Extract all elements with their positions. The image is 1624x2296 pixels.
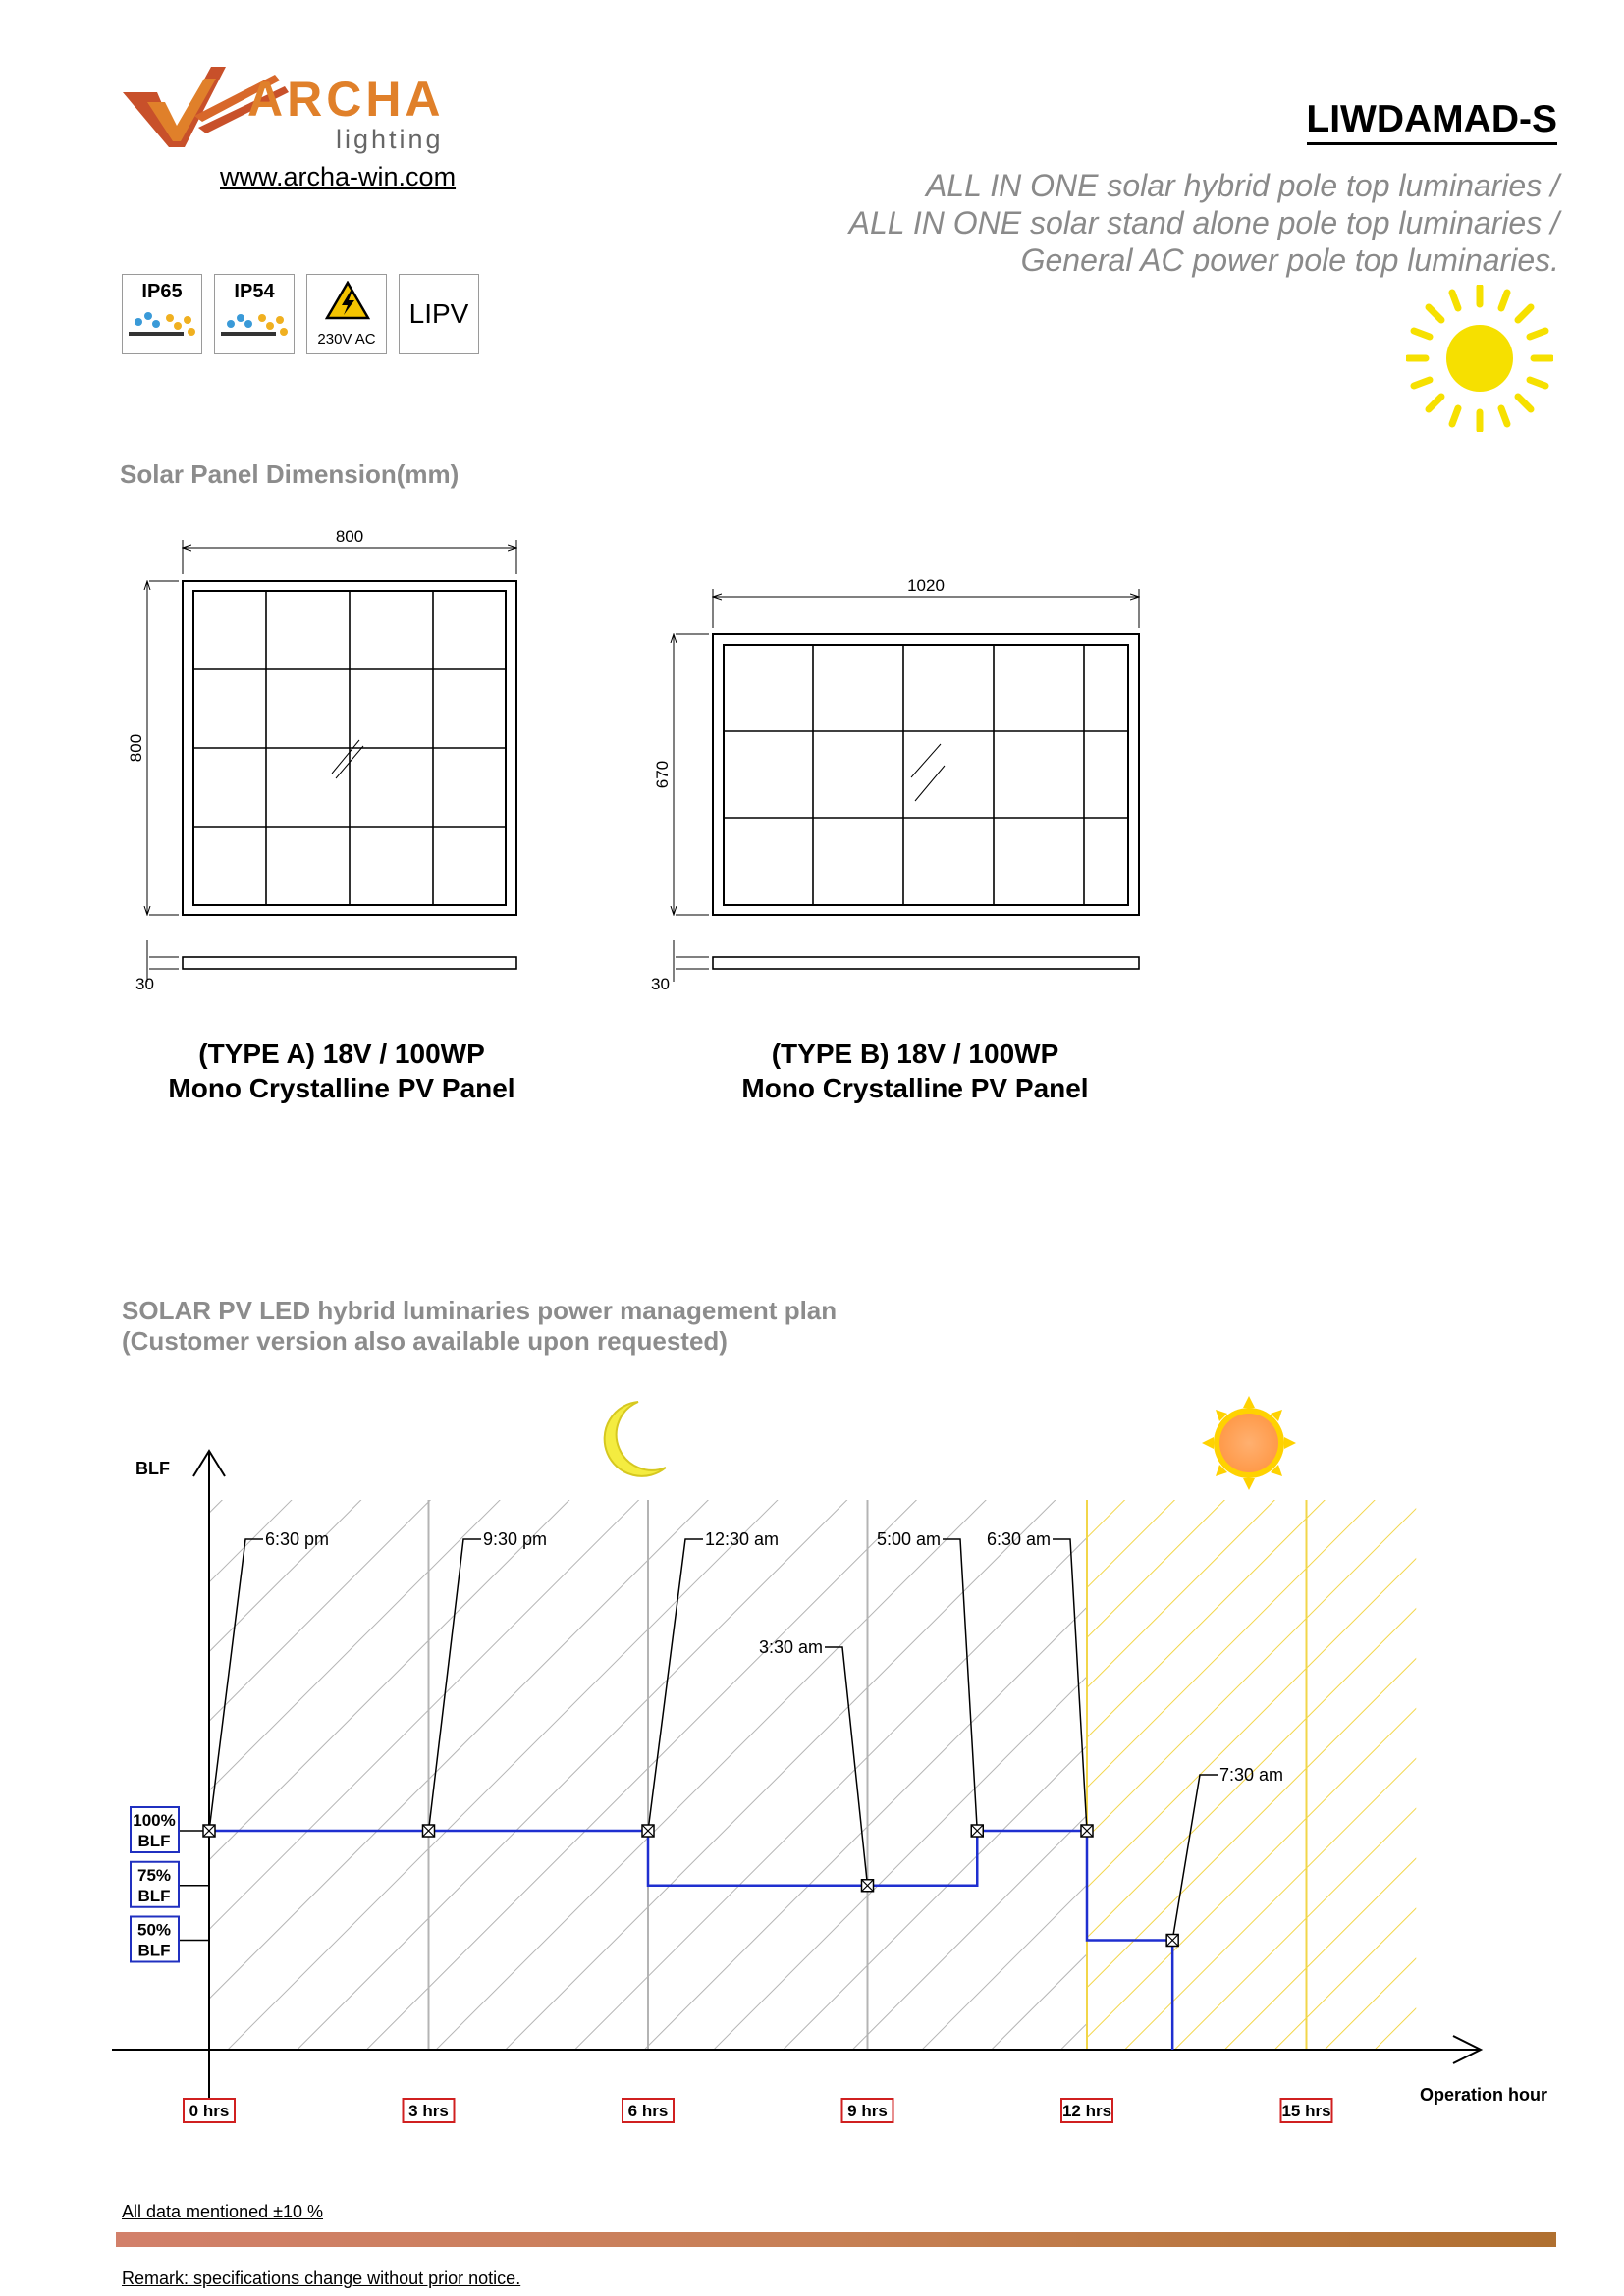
brand-sub: lighting: [336, 125, 444, 154]
plan-title-line1: SOLAR PV LED hybrid luminaries power management plan: [122, 1296, 838, 1325]
plan-title-line2: (Customer version also available upon requested): [122, 1326, 728, 1356]
panel-a-width-label: 800: [335, 527, 364, 546]
brand-name: ARCHA: [247, 72, 445, 127]
panel-b-caption: [670, 1037, 1161, 1105]
moon-icon: [605, 1402, 666, 1476]
solar-section-title: Solar Panel Dimension(mm): [120, 459, 460, 489]
sun-small-icon: [1202, 1396, 1296, 1490]
y-axis-label: BLF: [135, 1459, 170, 1478]
panel-b-height-label: 670: [653, 760, 672, 789]
panel-b-drawing: [674, 589, 1139, 982]
y-tick-label: BLF: [137, 1886, 171, 1905]
x-tick-label: 9 hrs: [847, 2102, 888, 2120]
plan-title: [122, 1296, 837, 1357]
brand-url[interactable]: www.archa-win.com: [220, 162, 457, 191]
data-note: All data mentioned ±10 %: [122, 2202, 324, 2221]
badge-lipv: [399, 274, 479, 354]
tagline-1: ALL IN ONE solar hybrid pole top luminaries /: [925, 168, 1559, 203]
tagline-3: General AC power pole top luminaries.: [1020, 242, 1559, 278]
model-underline: [1307, 142, 1557, 145]
panel-b-caption-line2: Mono Crystalline PV Panel: [741, 1073, 1089, 1103]
badge-ip54: [214, 274, 295, 354]
marker-label: 12:30 am: [705, 1529, 780, 1549]
badge-lipv-label: LIPV: [408, 298, 469, 329]
badge-ip54-label: IP54: [234, 281, 275, 302]
y-tick-label: 50%: [136, 1920, 172, 1940]
water-dust-icon: [219, 310, 292, 346]
panel-a-thickness-label: 30: [135, 975, 154, 993]
badge-230v-label: 230V AC: [317, 331, 376, 347]
badge-ip65: [122, 274, 202, 354]
panel-drawings: [118, 520, 1198, 1011]
model-title: LIWDAMAD-S: [1306, 98, 1557, 140]
panel-a-caption: [96, 1037, 587, 1105]
brand-logo: [118, 57, 461, 160]
x-tick-label: 3 hrs: [408, 2102, 449, 2120]
panel-b-thickness-label: 30: [651, 975, 670, 993]
sun-icon: [1406, 285, 1553, 432]
marker-label: 3:30 am: [758, 1637, 823, 1657]
x-tick-label: 15 hrs: [1281, 2102, 1331, 2120]
panel-b-caption-line1: (TYPE B) 18V / 100WP: [771, 1039, 1059, 1069]
archa-logo-icon: [118, 57, 461, 160]
y-tick-label: BLF: [137, 1941, 171, 1960]
y-tick-label: BLF: [137, 1832, 171, 1850]
power-plan-chart: [0, 1374, 1624, 2160]
marker-label: 6:30 pm: [265, 1529, 330, 1549]
high-voltage-warning-icon: [325, 281, 370, 320]
badge-230v: [306, 274, 387, 354]
y-tick-label: 75%: [136, 1865, 172, 1885]
panel-b-width-label: 1020: [907, 576, 945, 595]
footer-bar: [116, 2232, 1556, 2247]
x-tick-label: 12 hrs: [1061, 2102, 1112, 2120]
x-tick-label: 6 hrs: [627, 2102, 669, 2120]
remark: Remark: specifications change without prior notice.: [122, 2269, 521, 2288]
marker-label: 5:00 am: [876, 1529, 941, 1549]
panel-a-caption-line2: Mono Crystalline PV Panel: [168, 1073, 515, 1103]
panel-a-height-label: 800: [127, 733, 145, 763]
x-tick-label: 0 hrs: [189, 2102, 230, 2120]
tagline-2: ALL IN ONE solar stand alone pole top luminaries /: [848, 205, 1559, 240]
marker-label: 9:30 pm: [483, 1529, 548, 1549]
badge-ip65-label: IP65: [141, 281, 183, 302]
water-dust-icon: [127, 310, 199, 346]
panel-a-drawing: [147, 540, 516, 982]
marker-label: 7:30 am: [1219, 1765, 1284, 1785]
x-axis-label: Operation hour: [1420, 2085, 1547, 2105]
panel-a-caption-line1: (TYPE A) 18V / 100WP: [198, 1039, 485, 1069]
marker-label: 6:30 am: [986, 1529, 1051, 1549]
y-tick-label: 100%: [133, 1811, 176, 1830]
